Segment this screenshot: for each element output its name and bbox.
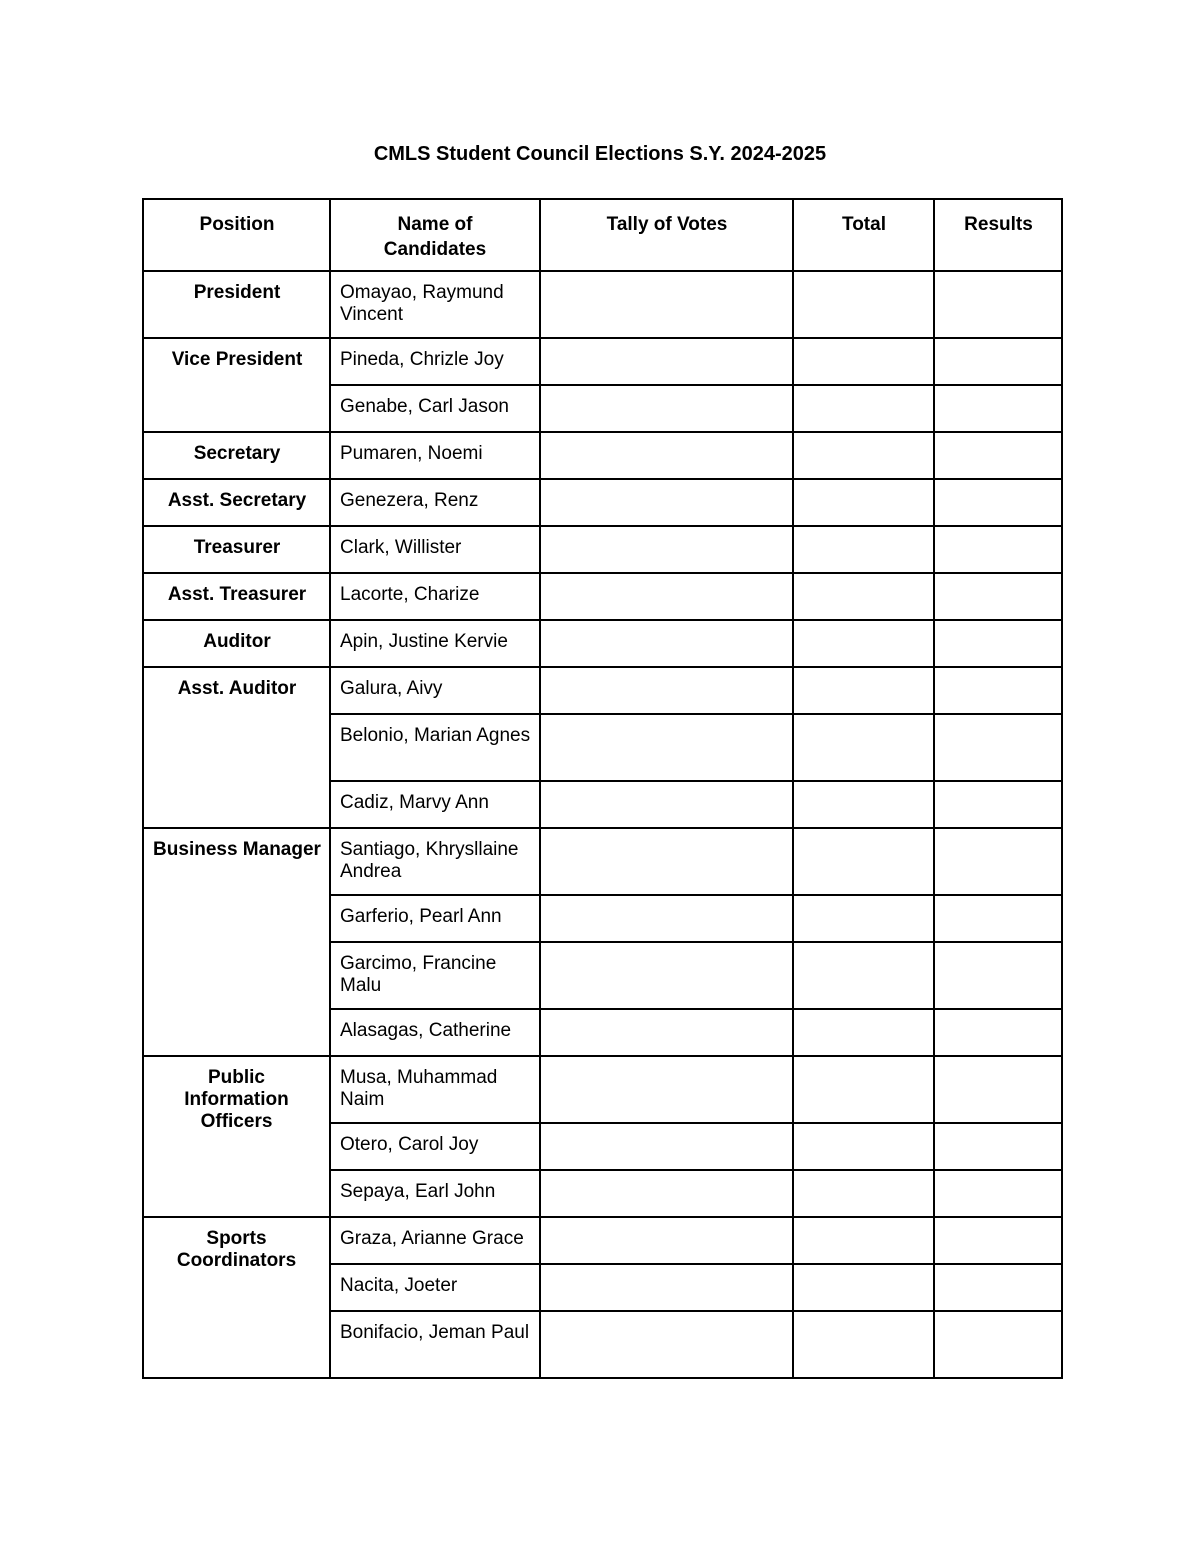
total-cell[interactable] xyxy=(793,1311,934,1378)
header-position: Position xyxy=(143,199,330,271)
results-cell[interactable] xyxy=(934,479,1062,526)
position-cell: Auditor xyxy=(143,620,330,667)
total-cell[interactable] xyxy=(793,526,934,573)
results-cell[interactable] xyxy=(934,714,1062,781)
total-cell[interactable] xyxy=(793,1009,934,1056)
table-row xyxy=(143,1056,1062,1123)
candidate-cell: Galura, Aivy xyxy=(330,667,540,714)
tally-cell[interactable] xyxy=(540,338,793,385)
results-cell[interactable] xyxy=(934,271,1062,338)
candidate-cell: Omayao, Raymund Vincent xyxy=(330,271,540,338)
header-candidates: Name of Candidates xyxy=(330,199,540,271)
candidate-cell: Sepaya, Earl John xyxy=(330,1170,540,1217)
table-row xyxy=(143,573,1062,620)
total-cell[interactable] xyxy=(793,479,934,526)
table-row xyxy=(143,828,1062,895)
total-cell[interactable] xyxy=(793,385,934,432)
results-cell[interactable] xyxy=(934,1217,1062,1264)
candidate-cell: Graza, Arianne Grace xyxy=(330,1217,540,1264)
candidate-cell: Santiago, Khrysllaine Andrea xyxy=(330,828,540,895)
tally-cell[interactable] xyxy=(540,479,793,526)
table-row xyxy=(143,432,1062,479)
candidate-cell: Bonifacio, Jeman Paul xyxy=(330,1311,540,1378)
position-cell: Asst. Secretary xyxy=(143,479,330,526)
total-cell[interactable] xyxy=(793,620,934,667)
results-cell[interactable] xyxy=(934,781,1062,828)
total-cell[interactable] xyxy=(793,432,934,479)
candidate-cell: Alasagas, Catherine xyxy=(330,1009,540,1056)
candidate-cell: Otero, Carol Joy xyxy=(330,1123,540,1170)
table-header-row xyxy=(143,199,1062,271)
results-cell[interactable] xyxy=(934,1311,1062,1378)
candidate-cell: Apin, Justine Kervie xyxy=(330,620,540,667)
candidate-cell: Musa, Muhammad Naim xyxy=(330,1056,540,1123)
tally-cell[interactable] xyxy=(540,714,793,781)
results-cell[interactable] xyxy=(934,432,1062,479)
total-cell[interactable] xyxy=(793,1123,934,1170)
results-cell[interactable] xyxy=(934,1264,1062,1311)
results-cell[interactable] xyxy=(934,1056,1062,1123)
total-cell[interactable] xyxy=(793,828,934,895)
table-row xyxy=(143,1217,1062,1264)
position-cell: Vice President xyxy=(143,338,330,432)
header-total: Total xyxy=(793,199,934,271)
position-cell: Treasurer xyxy=(143,526,330,573)
tally-cell[interactable] xyxy=(540,1009,793,1056)
position-cell: President xyxy=(143,271,330,338)
total-cell[interactable] xyxy=(793,1170,934,1217)
position-cell: Asst. Treasurer xyxy=(143,573,330,620)
candidate-cell: Genabe, Carl Jason xyxy=(330,385,540,432)
total-cell[interactable] xyxy=(793,667,934,714)
header-results: Results xyxy=(934,199,1062,271)
position-cell: Sports Coordinators xyxy=(143,1217,330,1378)
tally-cell[interactable] xyxy=(540,781,793,828)
header-tally: Tally of Votes xyxy=(540,199,793,271)
results-cell[interactable] xyxy=(934,620,1062,667)
tally-cell[interactable] xyxy=(540,432,793,479)
total-cell[interactable] xyxy=(793,338,934,385)
candidate-cell: Nacita, Joeter xyxy=(330,1264,540,1311)
tally-cell[interactable] xyxy=(540,1311,793,1378)
tally-cell[interactable] xyxy=(540,1217,793,1264)
candidate-cell: Garferio, Pearl Ann xyxy=(330,895,540,942)
candidate-cell: Pineda, Chrizle Joy xyxy=(330,338,540,385)
total-cell[interactable] xyxy=(793,573,934,620)
total-cell[interactable] xyxy=(793,942,934,1009)
results-cell[interactable] xyxy=(934,338,1062,385)
tally-cell[interactable] xyxy=(540,1170,793,1217)
tally-cell[interactable] xyxy=(540,385,793,432)
results-cell[interactable] xyxy=(934,526,1062,573)
document-title: CMLS Student Council Elections S.Y. 2024-2025 xyxy=(373,143,827,165)
results-cell[interactable] xyxy=(934,667,1062,714)
position-cell: Public Information Officers xyxy=(143,1056,330,1217)
results-cell[interactable] xyxy=(934,1170,1062,1217)
tally-cell[interactable] xyxy=(540,526,793,573)
position-cell: Secretary xyxy=(143,432,330,479)
table-row xyxy=(143,667,1062,714)
table-row xyxy=(143,526,1062,573)
total-cell[interactable] xyxy=(793,1264,934,1311)
total-cell[interactable] xyxy=(793,895,934,942)
candidate-cell: Cadiz, Marvy Ann xyxy=(330,781,540,828)
results-cell[interactable] xyxy=(934,1009,1062,1056)
tally-cell[interactable] xyxy=(540,620,793,667)
candidate-cell: Pumaren, Noemi xyxy=(330,432,540,479)
total-cell[interactable] xyxy=(793,781,934,828)
tally-cell[interactable] xyxy=(540,895,793,942)
table-row xyxy=(143,338,1062,385)
position-cell: Asst. Auditor xyxy=(143,667,330,828)
total-cell[interactable] xyxy=(793,1217,934,1264)
table-row xyxy=(143,271,1062,338)
position-cell: Business Manager xyxy=(143,828,330,1056)
candidate-cell: Garcimo, Francine Malu xyxy=(330,942,540,1009)
results-cell[interactable] xyxy=(934,828,1062,895)
tally-cell[interactable] xyxy=(540,667,793,714)
table-row xyxy=(143,479,1062,526)
results-cell[interactable] xyxy=(934,942,1062,1009)
tally-cell[interactable] xyxy=(540,1123,793,1170)
candidate-cell: Clark, Willister xyxy=(330,526,540,573)
results-cell[interactable] xyxy=(934,573,1062,620)
tally-cell[interactable] xyxy=(540,573,793,620)
results-cell[interactable] xyxy=(934,1123,1062,1170)
candidate-cell: Lacorte, Charize xyxy=(330,573,540,620)
tally-cell[interactable] xyxy=(540,828,793,895)
tally-cell[interactable] xyxy=(540,271,793,338)
table-row xyxy=(143,620,1062,667)
results-cell[interactable] xyxy=(934,895,1062,942)
total-cell[interactable] xyxy=(793,1056,934,1123)
tally-cell[interactable] xyxy=(540,1056,793,1123)
candidate-cell: Genezera, Renz xyxy=(330,479,540,526)
tally-table xyxy=(142,198,1063,1379)
total-cell[interactable] xyxy=(793,714,934,781)
tally-cell[interactable] xyxy=(540,942,793,1009)
total-cell[interactable] xyxy=(793,271,934,338)
tally-cell[interactable] xyxy=(540,1264,793,1311)
results-cell[interactable] xyxy=(934,385,1062,432)
candidate-cell: Belonio, Marian Agnes xyxy=(330,714,540,781)
